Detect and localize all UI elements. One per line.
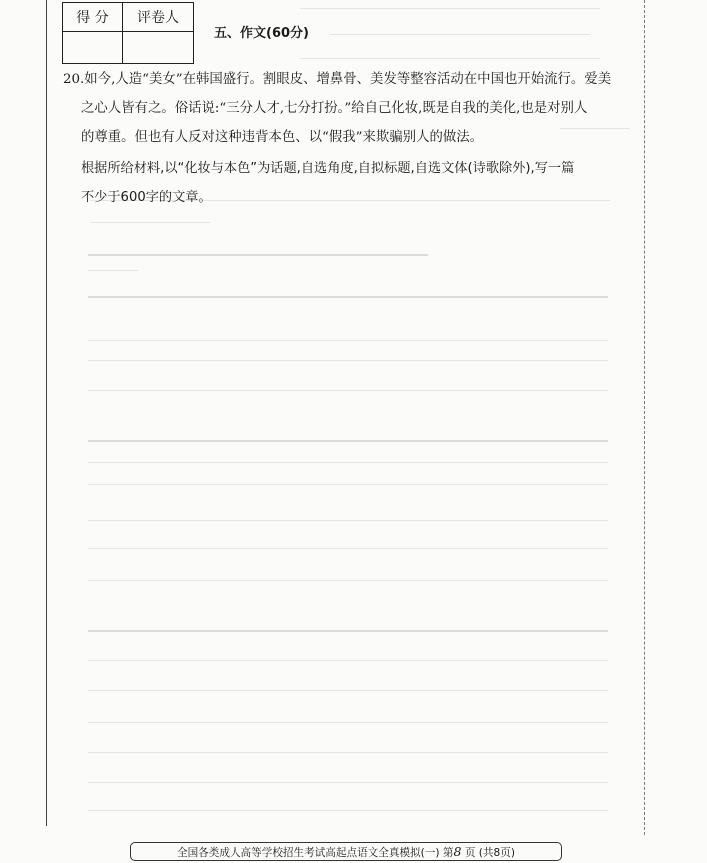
instruction-line-1: 根据所给材料,以“化妆与本色”为话题,自选角度,自拟标题,自选文体(诗歌除外),写一篇 (81, 161, 575, 176)
score-header: 得 分 (63, 3, 123, 32)
page-suffix: 页 (464, 847, 476, 859)
page-number: 8 (453, 844, 462, 859)
grader-header: 评卷人 (123, 3, 194, 32)
exam-title: 全国各类成人高等学校招生考试高起点语文全真模拟(一) (177, 847, 440, 859)
cut-line (644, 0, 645, 835)
instruction-line-2: 不少于600字的文章。 (81, 190, 212, 205)
page-prefix: 第 (442, 847, 454, 859)
question-line-1: 20.如今,人造“美女”在韩国盛行。割眼皮、增鼻骨、美发等整容活动在中国也开始流行。爱美 (63, 72, 612, 87)
total-pages: (共8页) (478, 847, 515, 859)
section-title: 五、作文(60分) (214, 26, 309, 41)
score-table (62, 2, 194, 64)
grader-cell (123, 32, 194, 64)
page-footer (130, 842, 562, 861)
question-line-3: 的尊重。但也有人反对这种违背本色、以“假我”来欺骗别人的做法。 (81, 130, 484, 145)
binding-line (46, 0, 47, 826)
score-cell (63, 32, 123, 64)
question-line-2: 之心人皆有之。俗话说:“三分人才,七分打扮。”给自己化妆,既是自我的美化,也是对别人 (81, 101, 588, 116)
